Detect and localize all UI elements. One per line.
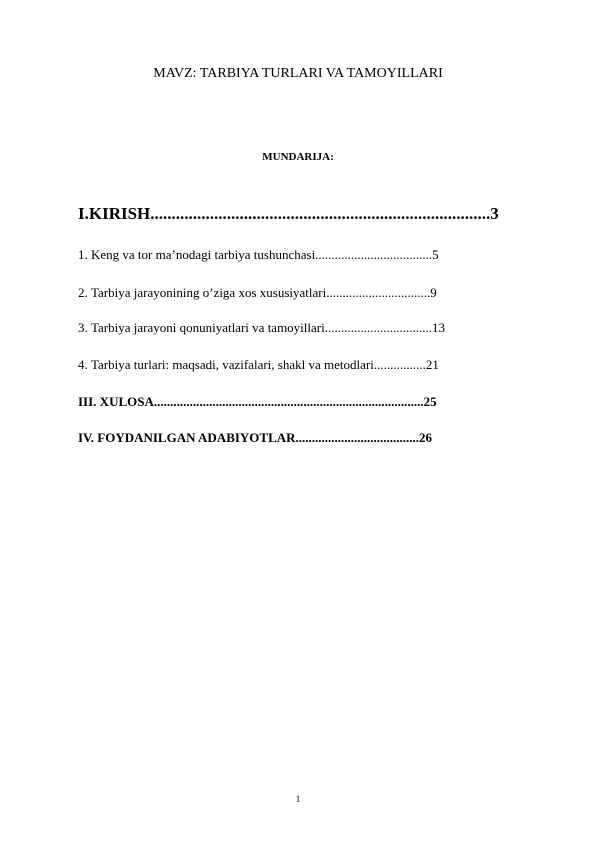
toc-entry-3[interactable] xyxy=(78,319,445,337)
toc-entry-references[interactable] xyxy=(78,429,432,447)
toc-entry-text: Tarbiya turlari: maqsadi, vazifalari, shakl va metodlari................21 xyxy=(91,357,439,372)
toc-entry-text: III. XULOSA...................................................................................25 xyxy=(78,394,437,409)
toc-entry-text: IV. FOYDANILGAN ADABIYOTLAR......................................26 xyxy=(78,430,433,445)
toc-entry-text: Tarbiya jarayoni qonuniyatlari va tamoyillari.................................13 xyxy=(91,320,445,335)
toc-entry-text: I.KIRISH................................................................................3 xyxy=(78,204,499,223)
toc-entry-number: 3. xyxy=(78,320,88,335)
toc-entry-number: 1. xyxy=(78,247,88,262)
toc-heading: MUNDARIJA: xyxy=(262,151,334,163)
toc-entry-number: 2. xyxy=(78,285,88,300)
toc-entry-number: 4. xyxy=(78,357,88,372)
toc-entry-1[interactable] xyxy=(78,246,439,264)
page-number: 1 xyxy=(295,794,301,804)
toc-entry-text: Tarbiya jarayonining o’ziga xos xususiyatlari................................9 xyxy=(91,285,437,300)
toc-entry-introduction[interactable] xyxy=(78,205,499,223)
page-title: MAVZ: TARBIYA TURLARI VA TAMOYILLARI xyxy=(153,66,443,81)
toc-entry-4[interactable] xyxy=(78,356,439,374)
toc-entry-text: Keng va tor ma’nodagi tarbiya tushunchasi....................................5 xyxy=(91,247,439,262)
toc-entry-2[interactable] xyxy=(78,284,437,302)
toc-entry-conclusion[interactable] xyxy=(78,393,437,411)
